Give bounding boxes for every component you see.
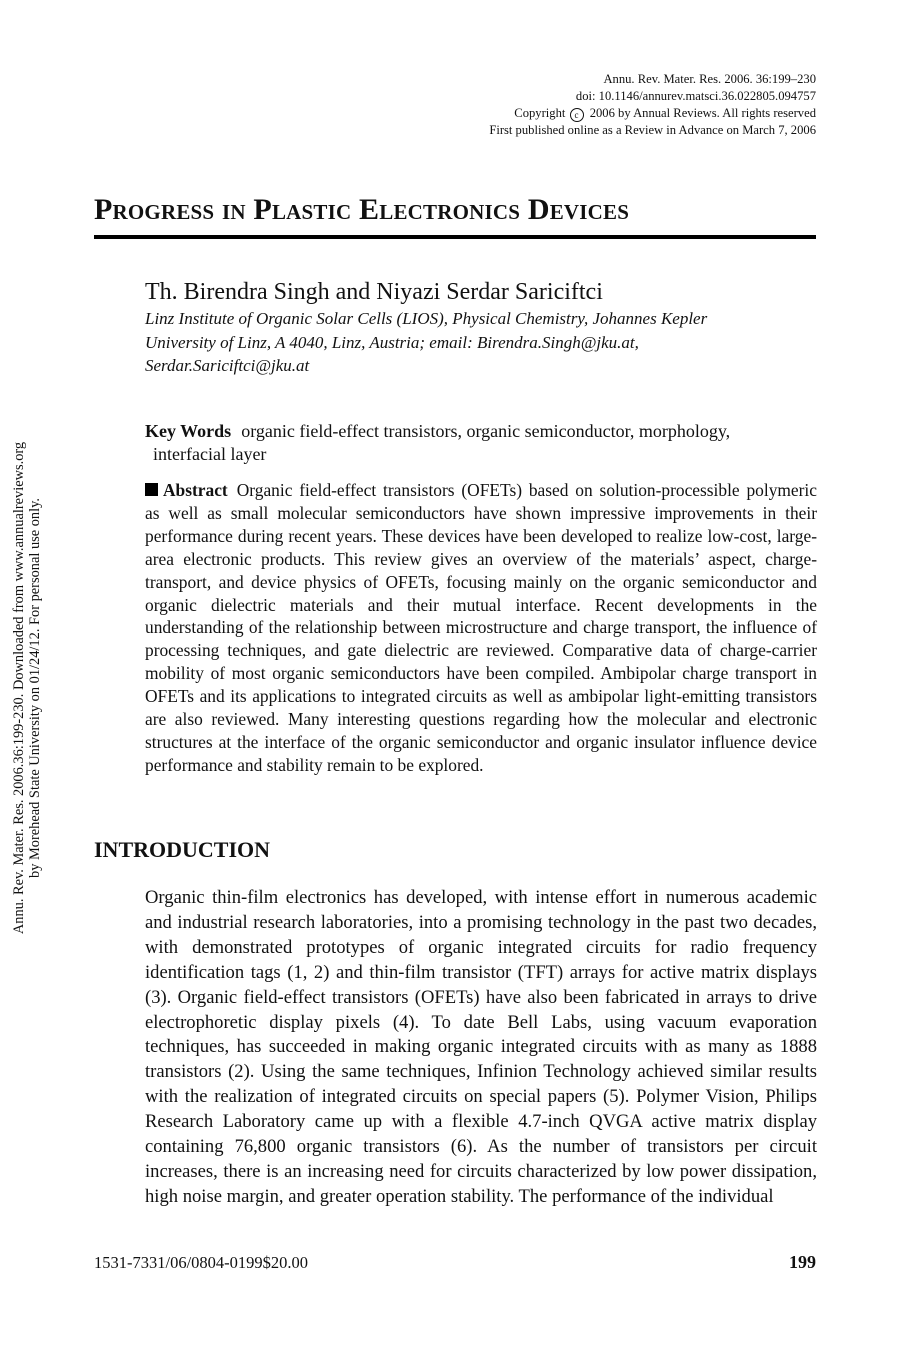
section-heading-introduction: INTRODUCTION [94, 837, 271, 862]
keywords-text: organic field-effect transistors, organic semiconductor, morphology, [241, 421, 731, 441]
abstract-text: Organic field-effect transistors (OFETs) based on solution-processible polymeric as well as small molecular semiconductors have shown impressive improvements in their performance during recent years. These devices have been developed to realize low-cost, large-area electronic products. This review gives an overview of the materials’ aspect, charge-transport, and device physics of OFETs, focusing mainly on the organic semiconductor and organic dielectric materials and their mutual interface. Recent developments in the understanding of the relationship between microstructure and charge transport, the influence of processing techniques, and gate dielectric are reviewed. Comparative data of charge-carrier mobility of most organic semiconductors have been compiled. Ambipolar charge transport in OFETs and its applications to integrated circuits as well as ambipolar light-emitting transistors are also reviewed. Many interesting questions regarding how the molecular and electronic structures at the interface of the organic semiconductor and organic insulator influence device performance and stability remain to be explored. [145, 480, 817, 775]
journal-header [489, 71, 816, 139]
introduction-paragraph: Organic thin-film electronics has developed, with intense effort in numerous academic and industrial research laboratories, into a promising technology in the past two decades, with demonstrated prototypes of organic integrated circuits for radio frequency identification tags (1, 2) and thin-film transistor (TFT) arrays for active matrix displays (3). Organic field-effect transistors (OFETs) have also been fabricated in arrays to drive electrophoretic display pixels (4). To date Bell Labs, using vacuum evaporation techniques, has succeeded in making organic integrated circuits with as many as 1888 transistors (2). Using the same techniques, Infinion Technology achieved similar results with the realization of integrated circuits on special papers (5). Polymer Vision, Philips Research Laboratory came up with a flexible 4.7-inch QVGA active matrix display containing 76,800 organic transistors (6). As the number of transistors per circuit increases, there is an increasing need for circuits characterized by low power dissipation, high noise margin, and greater operation stability. The performance of the individual [145, 887, 817, 1207]
keywords [145, 420, 817, 465]
abstract [145, 479, 817, 777]
authors: Th. Birendra Singh and Niyazi Serdar Sariciftci [145, 279, 603, 305]
copyright-symbol: c [570, 108, 584, 122]
keywords-label: Key Words [145, 421, 232, 441]
copyright-label: Copyright [514, 106, 566, 120]
page-number: 199 [789, 1252, 816, 1272]
keywords-text-continued: interfacial layer [153, 443, 267, 464]
citation-line: Annu. Rev. Mater. Res. 2006. 36:199–230 [603, 72, 816, 86]
affiliation-line: Serdar.Sariciftci@jku.at [145, 356, 310, 375]
affiliation-line: Linz Institute of Organic Solar Cells (LIOS), Physical Chemistry, Johannes Kepler [145, 309, 708, 328]
copyright-line [489, 105, 816, 122]
abstract-label: Abstract [163, 480, 228, 500]
published-line: First published online as a Review in Advance on March 7, 2006 [489, 123, 816, 137]
download-watermark [11, 408, 43, 968]
affiliation-line: University of Linz, A 4040, Linz, Austria; email: Birendra.Singh@jku.at, [145, 332, 639, 352]
square-bullet-icon [145, 483, 158, 496]
doi-line: doi: 10.1146/annurev.matsci.36.022805.094757 [575, 89, 816, 103]
copyright-text: 2006 by Annual Reviews. All rights reserved [589, 106, 816, 120]
article-title: Progress in Plastic Electronics Devices [94, 193, 630, 226]
footer-code: 1531-7331/06/0804-0199$20.00 [94, 1253, 309, 1272]
title-rule [94, 235, 816, 239]
download-watermark-line: by Morehead State University on 01/24/12. For personal use only. [27, 498, 43, 878]
download-watermark-line: Annu. Rev. Mater. Res. 2006.36:199-230. Downloaded from www.annualreviews.org [11, 441, 27, 935]
affiliation [145, 307, 785, 378]
